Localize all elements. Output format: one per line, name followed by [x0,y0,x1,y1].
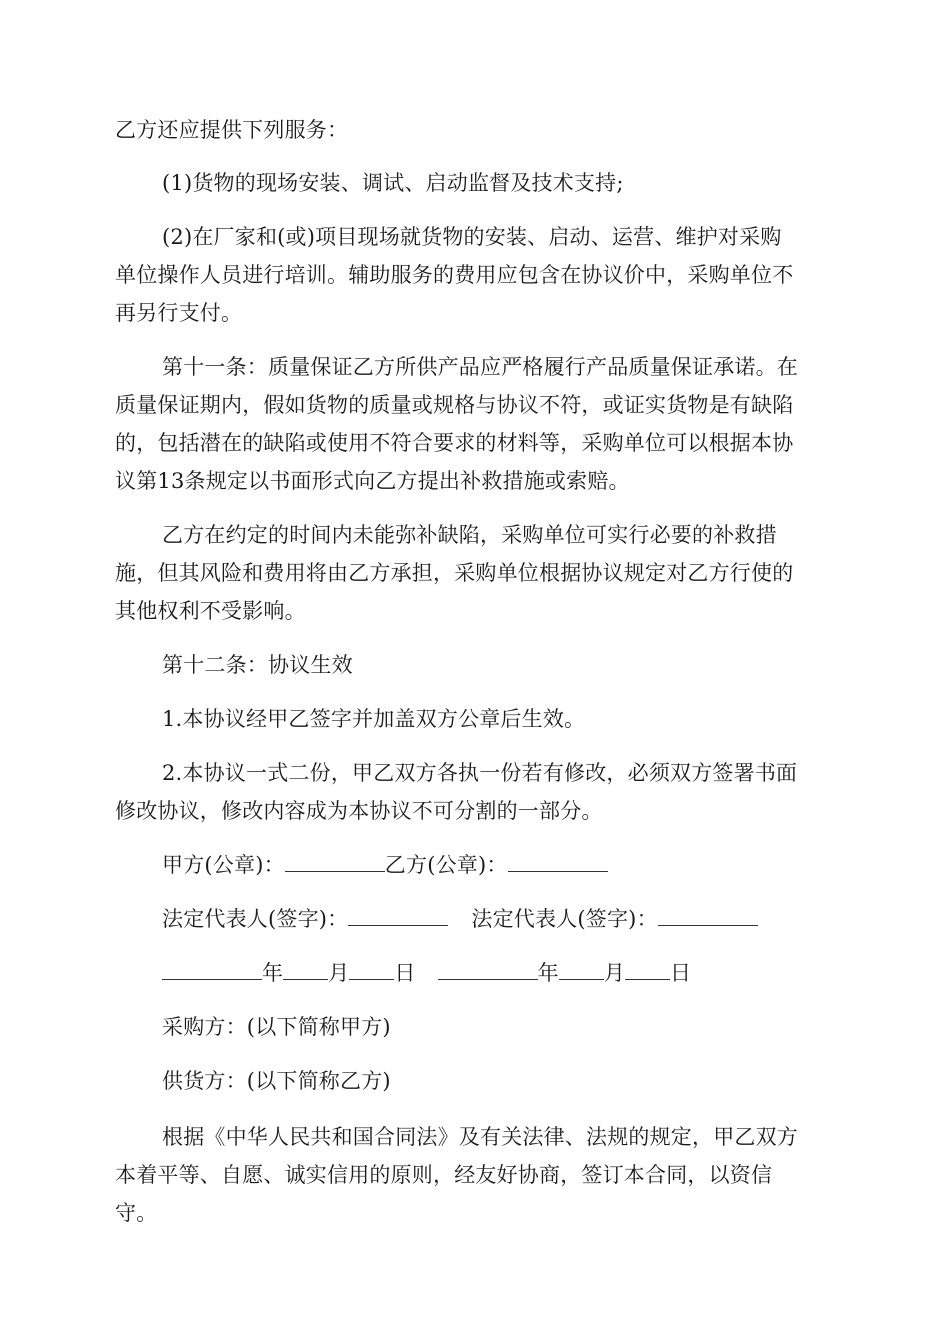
paragraph-service-1: (1)货物的现场安装、调试、启动监督及技术支持; [162,171,624,195]
paragraph-supplier: 供货方：(以下简称乙方) [162,1069,391,1093]
paragraph-service-2-line-1: (2)在厂家和(或)项目现场就货物的安装、启动、运营、维护对采购 [162,225,782,249]
paragraph-preamble-line-3: 守。 [115,1201,158,1225]
date-b-year-blank[interactable] [438,961,538,980]
paragraph-article-11-line-3: 的，包括潜在的缺陷或使用不符合要求的材料等，采购单位可以根据本协 [115,431,794,455]
paragraph-remedy-line-2: 施，但其风险和费用将由乙方承担，采购单位根据协议规定对乙方行使的 [115,561,794,585]
party-a-seal-label: 甲方(公章)： [162,853,285,877]
party-b-seal-blank[interactable] [508,853,608,872]
paragraph-service-2-line-2: 单位操作人员进行培训。辅助服务的费用应包含在协议价中，采购单位不 [115,263,794,287]
paragraph-effective-1: 1.本协议经甲乙签字并加盖双方公章后生效。 [162,707,586,731]
party-b-seal-label: 乙方(公章)： [384,853,508,877]
date-a-year-blank[interactable] [162,961,262,980]
paragraph-article-11-line-4: 议第13条规定以书面形式向乙方提出补救措施或索赔。 [115,469,630,493]
signature-representative-row [162,907,882,931]
date-a-month-blank[interactable] [283,961,328,980]
party-a-seal-blank[interactable] [285,853,385,872]
rep-b-blank[interactable] [658,907,758,926]
paragraph-article-12-heading: 第十二条：协议生效 [162,653,353,677]
paragraph-article-11-line-1: 第十一条：质量保证乙方所供产品应严格履行产品质量保证承诺。在 [162,355,798,379]
date-a-day-label: 日 [394,961,416,985]
paragraph-remedy-line-1: 乙方在约定的时间内未能弥补缺陷，采购单位可实行必要的补救措 [162,523,777,547]
paragraph-services-intro: 乙方还应提供下列服务： [115,118,349,142]
signature-seal-row [162,853,882,877]
date-a-day-blank[interactable] [349,961,394,980]
date-b-day-blank[interactable] [625,961,670,980]
rep-a-blank[interactable] [348,907,448,926]
date-b-year-label: 年 [537,961,559,985]
rep-b-label: 法定代表人(签字)： [471,907,658,931]
paragraph-preamble-line-1: 根据《中华人民共和国合同法》及有关法律、法规的规定，甲乙双方 [162,1125,798,1149]
paragraph-remedy-line-3: 其他权利不受影响。 [115,599,306,623]
signature-date-row [162,961,882,985]
date-b-month-blank[interactable] [559,961,604,980]
rep-a-label: 法定代表人(签字)： [162,907,349,931]
paragraph-effective-2-line-1: 2.本协议一式二份，甲乙双方各执一份若有修改，必须双方签署书面 [162,761,798,785]
paragraph-preamble-line-2: 本着平等、自愿、诚实信用的原则，经友好协商，签订本合同，以资信 [115,1163,773,1187]
date-a-month-label: 月 [328,961,350,985]
paragraph-service-2-line-3: 再另行支付。 [115,301,243,325]
date-a-year-label: 年 [262,961,284,985]
paragraph-buyer: 采购方：(以下简称甲方) [162,1015,391,1039]
date-b-day-label: 日 [670,961,692,985]
paragraph-article-11-line-2: 质量保证期内，假如货物的质量或规格与协议不符，或证实货物是有缺陷 [115,393,794,417]
date-b-month-label: 月 [603,961,626,985]
paragraph-effective-2-line-2: 修改协议，修改内容成为本协议不可分割的一部分。 [115,799,603,823]
